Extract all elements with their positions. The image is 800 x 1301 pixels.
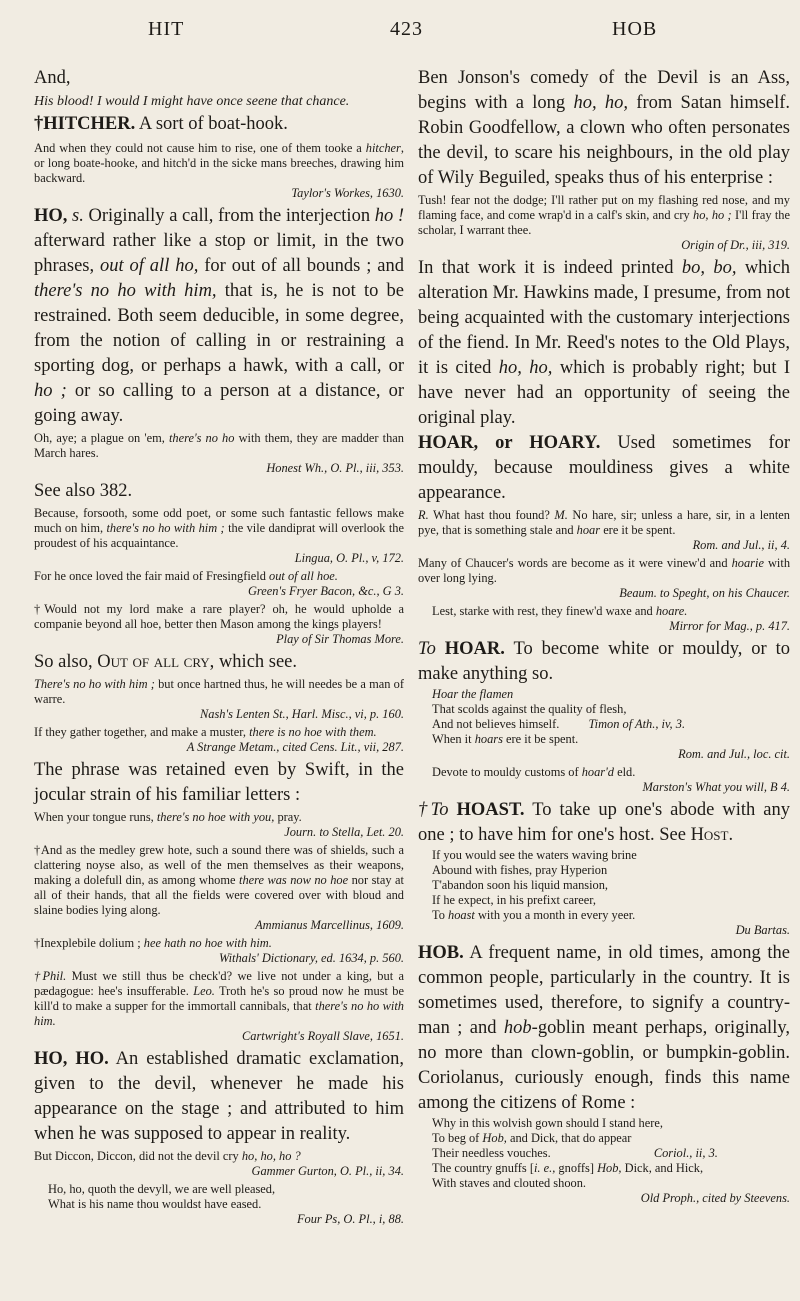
quote-text: nor stay at all of their hands, that all the fields were covered over with bloud and slaine bodies lying along. [34, 873, 404, 917]
verse-italic: hoar'd [581, 765, 614, 779]
quote-text: Because, forsooth, some odd poet, or some such fantastic fellows make much on him, [34, 506, 404, 535]
body-italic: bo, bo, [681, 258, 737, 278]
verse-line: The country gnuffs [ [432, 1161, 534, 1175]
def-hitcher: A sort of boat-hook. [138, 114, 288, 134]
quote-text: No hare, sir; unless a hare, sir, in a lenten pye, that is something stale and [418, 508, 790, 537]
entry-ho-ho [34, 1047, 404, 1227]
verse-line: ere it be spent. [506, 732, 579, 746]
def-text: To become white or mouldy, or to make anything so. [418, 639, 790, 684]
verse-line: To beg of [432, 1131, 480, 1145]
verse-line: eld. [617, 765, 636, 779]
quote-italic: ho, ho ; [693, 208, 732, 222]
verse-line: Ho, ho, quoth the devyll, we are well pleased, [48, 1182, 276, 1196]
def-text: Used sometimes for mouldy, because mouldiness gives a white appearance. [418, 433, 791, 503]
verse-line: That scolds against the quality of flesh, [432, 702, 627, 716]
quote-text: †Inexplebile dolium ; [34, 936, 141, 950]
body-italic: ho, ho, [498, 358, 553, 378]
def-text: To take up one's abode with any one ; to have him for one's host. See [418, 800, 791, 845]
entry-ho [34, 204, 404, 1044]
citation: Timon of Ath., iv, 3. [588, 717, 686, 731]
citation: Green's Fryer Bacon, &c., G 3. [247, 584, 404, 598]
quote-italic: There's no ho with him ; [34, 677, 155, 691]
part-of-speech: s. [72, 206, 84, 226]
verse-line: When it [432, 732, 472, 746]
and-quote: His blood! I would I might have once seene that chance. [34, 94, 350, 109]
headword-to-hoar: HOAR. [444, 639, 505, 659]
verse-line: gnoffs] [558, 1161, 594, 1175]
header-left-word: HIT [148, 18, 185, 40]
verse-line: and Dick, that do appear [509, 1131, 632, 1145]
page-number: 423 [390, 18, 423, 40]
citation: Lingua, O. Pl., v, 172. [294, 551, 404, 565]
def-italic: there's no ho with him, [34, 281, 217, 301]
cross-ref: Host. [690, 825, 734, 845]
def-italic: hob [503, 1018, 532, 1038]
quote-text: but once hartned thus, he will needes be a man of warre. [34, 677, 404, 706]
quote-italic: hitcher [365, 141, 401, 155]
quote-text: pray. [277, 810, 302, 824]
citation: Cartwright's Royall Slave, 1651. [241, 1029, 404, 1043]
verse-line: Abound with fishes, pray Hyperion [432, 863, 608, 877]
left-column [34, 66, 404, 1230]
verse-italic: i. e., [533, 1161, 556, 1175]
speaker: †Phil. [34, 969, 67, 983]
citation: Gammer Gurton, O. Pl., ii, 34. [251, 1164, 404, 1178]
verse-line: T'abandon soon his liquid mansion, [432, 878, 609, 892]
quote-text: But Diccon, Diccon, did not the devil cry [34, 1149, 239, 1163]
so-also: So also, [34, 652, 93, 672]
quote-italic: hee hath no hoe with him. [143, 936, 272, 950]
citation: Origin of Dr., iii, 319. [681, 238, 790, 252]
phrase-note: The phrase was retained even by Swift, in the jocular strain of his familiar letters : [34, 760, 404, 805]
quote-text: †Would not my lord make a rare player? oh, he would upholde a companie beyond all hoe, better then Mason among the kings players! [34, 602, 404, 631]
def-text: afterward rather like a stop or limit, in the two phrases, [34, 231, 404, 276]
see-also: See also 382. [34, 481, 133, 501]
citation: Ammianus Marcellinus, 1609. [255, 918, 404, 932]
def-text: -goblin meant perhaps, originally, no more than clown-goblin, or bumpkin-goblin. Coriolanus, curiously enough, finds this name among the citizens of Rome : [418, 1018, 791, 1113]
headword-hob: HOB. [418, 943, 464, 963]
citation: Rom. and Jul., ii, 4. [692, 538, 790, 552]
body-text: from Satan himself. Robin Goodfellow, a clown who often personates the devil, to scare his neighbours, in the old play of Wily Beguiled, speaks thus of his enterprise : [418, 93, 791, 188]
body-text: which is probably right; but I have never had an opportunity of seeing the original play. [418, 358, 791, 428]
body-text: Ben Jonson's comedy of the Devil is an Ass, begins with a long [418, 68, 790, 113]
verse-line: With staves and clouted shoon. [432, 1176, 587, 1190]
entry-to-hoast [418, 798, 790, 938]
quote-text: Many of Chaucer's words are become as it were vinew'd and [418, 556, 728, 570]
citation: Journ. to Stella, Let. 20. [284, 825, 404, 839]
def-italic: out of all ho, [100, 256, 199, 276]
citation: Marston's What you will, B 4. [642, 780, 790, 794]
def-text: for out of all bounds ; and [204, 256, 404, 276]
citation: A Strange Metam., cited Cens. Lit., vii, 287. [186, 740, 404, 754]
citation: Old Proph., cited by Steevens. [640, 1191, 790, 1205]
def-text: that is, he is not to be restrained. Both seem deducible, in some degree, from the notion of calling in or restraining a sporting dog, or perhaps a hawk, with a call, or [34, 281, 405, 376]
verse-italic: Hob, [482, 1131, 507, 1145]
citation: Play of Sir Thomas More. [276, 632, 404, 646]
quote-text: with them, they are madder than March hares. [34, 431, 404, 460]
quote-italic: hoar [576, 523, 601, 537]
def-italic: ho ! [374, 206, 405, 226]
verse-line: Why in this wolvish gown should I stand here, [432, 1116, 663, 1130]
quote-italic: there is no hoe with them. [249, 725, 377, 739]
verse-line: Hoar the flamen [432, 687, 514, 701]
headword-prefix: †To [418, 800, 449, 820]
right-column [418, 66, 790, 1209]
quote-italic: out of all hoe. [269, 569, 338, 583]
quote-text: Troth he's so proud now he must be kill'd to make a supper for the immortall cannibals, that [34, 984, 404, 1013]
quote-italic: there's no hoe with you, [156, 810, 275, 824]
citation: Four Ps, O. Pl., i, 88. [296, 1212, 404, 1226]
verse-line: Their needless vouches. [432, 1146, 551, 1160]
cross-ref: Out of all cry, [97, 652, 215, 672]
citation: Beaum. to Speght, on his Chaucer. [619, 586, 790, 600]
headword-to-hoast: HOAST. [456, 800, 525, 820]
verse-line: And not believes himself. [432, 717, 560, 731]
quote-text: Tush! fear not the dodge; I'll rather put on my flashing red nose, and my flaming face, and come wrap'd in a calf's skin, and cry [418, 193, 790, 222]
quote-text: Lest, starke with rest, they finew'd waxe and [432, 604, 653, 618]
quote-italic: there was now no hoe [239, 873, 349, 887]
quote-text: And when they could not cause him to rise, one of them tooke a [34, 141, 362, 155]
def-italic: ho ; [34, 381, 67, 401]
body-italic: ho, ho, [573, 93, 628, 113]
verse-italic: hoars [474, 732, 503, 746]
quote-italic: ho, ho, ho ? [241, 1149, 301, 1163]
quote-text: the vile dandiprat will overlook the proudest of his acquaintance. [34, 521, 404, 550]
citation: Mirror for Mag., p. 417. [669, 619, 790, 633]
speaker: R. [418, 508, 429, 522]
citation: Withals' Dictionary, ed. 1634, p. 560. [218, 951, 404, 965]
headword-hitcher: †HITCHER. [34, 114, 136, 134]
def-text: A frequent name, in old times, among the common people, particularly in the country. It is sometimes used, therefore, to signify a country-man ; and [418, 943, 790, 1038]
speaker: Leo. [193, 984, 215, 998]
verse-italic: hoast [448, 908, 475, 922]
quote-italic: hoare. [655, 604, 688, 618]
quote-text: , or long boate-hooke, and hitch'd in the sicke mans breeches, drawing him backward. [34, 141, 404, 185]
headword-prefix: To [418, 639, 436, 659]
citation: Rom. and Jul., loc. cit. [678, 747, 790, 761]
citation: Honest Wh., O. Pl., iii, 353. [266, 461, 404, 475]
headword-ho: HO, [34, 206, 68, 226]
running-header [0, 18, 800, 48]
entry-hitcher [34, 112, 404, 201]
quote-text: †And as the medley grew hote, such a sound there was of shields, such a clattering noyse also, as well of the men themselves as their weapons, making a dolefull din, as among whome [34, 843, 404, 887]
and-line: And, [34, 68, 71, 88]
headword-hoar: HOAR, or HOARY. [418, 433, 601, 453]
verse-line: What is his name thou wouldst have eased. [48, 1197, 262, 1211]
quote-italic: there's no ho with him. [34, 999, 404, 1028]
citation: Taylor's Workes, 1630. [291, 186, 404, 200]
quote-italic: there's no ho with him ; [106, 521, 225, 535]
verse-line: To [432, 908, 445, 922]
verse-line: with you a month in every yeer. [477, 908, 636, 922]
citation: Coriol., ii, 3. [653, 1146, 718, 1160]
def-text: or so calling to a person at a distance, or going away. [34, 381, 404, 426]
quote-text: Oh, aye; a plague on 'em, [34, 431, 165, 445]
verse-line: Devote to mouldy customs of [432, 765, 579, 779]
quote-text: Must we still thus be check'd? we live not under a king, but a pædagogue: hee's insufferable. [34, 969, 405, 998]
quote-text: ere it be spent. [603, 523, 676, 537]
so-also: which see. [218, 652, 298, 672]
def-text: Originally a call, from the interjection [88, 206, 371, 226]
entry-hob [418, 941, 790, 1206]
verse-line: Dick, and Hick, [624, 1161, 704, 1175]
verse-line: If you would see the waters waving brine [432, 848, 637, 862]
verse-line: If he expect, in his prefixt career, [432, 893, 596, 907]
headword-ho-ho: HO, HO. [34, 1049, 109, 1069]
quote-text: What hast thou found? [433, 508, 550, 522]
citation: Du Bartas. [735, 923, 790, 937]
body-text: which alteration Mr. Hawkins made, I presume, from not being acquainted with the customary interjections of the fiend. In Mr. Reed's notes to the Old Plays, it is cited [418, 258, 791, 378]
quote-text: For he once loved the fair maid of Fresingfield [34, 569, 266, 583]
header-right-word: HOB [612, 18, 658, 40]
citation: Nash's Lenten St., Harl. Misc., vi, p. 160. [200, 707, 404, 721]
def-text: An established dramatic exclamation, given to the devil, whenever he made his appearance on the stage ; and attributed to him when he was supposed to appear in reality. [34, 1049, 405, 1144]
quote-italic: hoarie [731, 556, 764, 570]
quote-text: When your tongue runs, [34, 810, 154, 824]
entry-hoar [418, 431, 790, 634]
quote-italic: there's no ho [168, 431, 235, 445]
speaker: M. [554, 508, 568, 522]
quote-text: with over long lying. [418, 556, 791, 585]
body-text: In that work it is indeed printed [418, 258, 674, 278]
verse-italic: Hob, [597, 1161, 622, 1175]
quote-text: If they gather together, and make a muster, [34, 725, 246, 739]
quote-text: I'll fray the scholar, I warrant thee. [418, 208, 790, 237]
entry-to-hoar [418, 637, 790, 795]
